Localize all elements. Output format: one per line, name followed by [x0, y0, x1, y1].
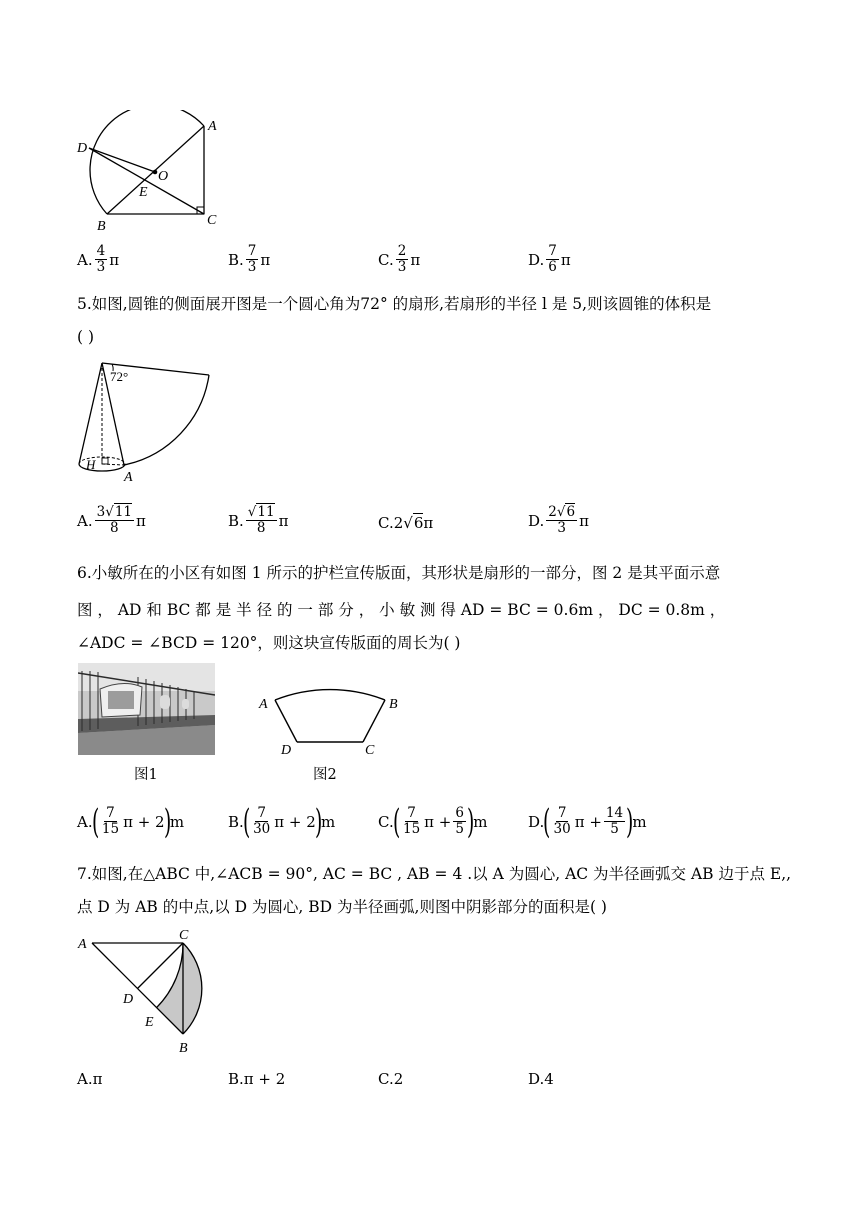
q7-label-a: A — [78, 937, 87, 952]
q6-segment-ad — [275, 700, 297, 742]
q5-figure — [75, 355, 220, 485]
q6-label-d: D — [281, 743, 292, 758]
q7-label-e: E — [145, 1015, 154, 1030]
q7-label-c: C — [179, 928, 189, 943]
q4-label-a: A — [208, 119, 217, 134]
q7-label-d: D — [123, 992, 134, 1007]
q6-text-line2: 图 ， AD 和 BC 都 是 半 径 的 一 部 分 ， 小 敏 测 得 AD = BC = 0.6m ， DC = 0.8m ， — [77, 601, 726, 619]
q5-label-angle: 72° — [110, 369, 129, 384]
q6-option-d: D. ( $\frac{7}{30}$ π + $\frac{14}{5}$ ) m — [528, 801, 647, 842]
q7-option-d: D. 4 — [528, 1070, 554, 1088]
q4-center-o — [153, 170, 158, 175]
q6-option-a: A. ( $\frac{7}{15}$ π + 2 ) m — [77, 801, 185, 842]
q6-option-c: C. ( $\frac{7}{15}$ π + $\frac{6}{5}$ ) m — [378, 801, 488, 842]
q6-text-line1: 6.小敏所在的小区有如图 1 所示的护栏宣传版面，其形状是扇形的一部分，图 2 是其平面示意 — [77, 564, 721, 582]
q5-cone-left-edge — [79, 363, 102, 464]
q4-label-b: B — [97, 219, 106, 234]
q4-figure — [75, 110, 235, 235]
q4-option-a: A. $\frac{4}{3}$ π — [77, 243, 120, 275]
q5-label-h: H — [86, 457, 96, 472]
q7-label-b: B — [179, 1041, 188, 1056]
q4-option-d: D. $\frac{7}{6}$ π — [528, 243, 571, 275]
q6-label-a: A — [259, 697, 268, 712]
q5-option-a: A. $\frac{3√11}{8}$ π — [77, 504, 146, 536]
q5-sector-arc — [124, 375, 209, 465]
q4-segment-do — [89, 148, 155, 172]
q5-right-angle-mark — [102, 458, 108, 464]
q5-text-line2: ( ) — [77, 328, 95, 346]
q4-label-c: C — [207, 213, 217, 228]
q7-shaded-region — [157, 943, 202, 1034]
q6-fig2-caption: 图2 — [313, 767, 337, 783]
q5-label-a: A — [124, 470, 133, 485]
q6-figure2 — [255, 680, 415, 760]
q5-option-c: C. 2 √ 6 π — [378, 513, 434, 532]
q6-text-line3: ∠ADC = ∠BCD = 120°，则这块宣传版面的周长为( ) — [77, 634, 461, 652]
q7-option-a: A. π — [77, 1070, 103, 1088]
q6-label-b: B — [389, 697, 398, 712]
q4-label-d: D — [77, 141, 88, 156]
q4-segment-dc — [89, 148, 204, 214]
q4-option-b: B. $\frac{7}{3}$ π — [228, 243, 271, 275]
q4-option-c: C. $\frac{2}{3}$ π — [378, 243, 421, 275]
q5-text-line1: 5.如图,圆锥的侧面展开图是一个圆心角为72° 的扇形,若扇形的半径 l 是 5,则该圆锥的体积是 — [77, 295, 712, 313]
q6-fig1-caption: 图1 — [134, 767, 158, 783]
q7-option-b: B. π + 2 — [228, 1070, 286, 1088]
q5-option-b: B. $\frac{√11}{8}$ π — [228, 504, 289, 536]
q7-option-c: C. 2 — [378, 1070, 404, 1088]
q6-label-c: C — [365, 743, 375, 758]
q7-text-line1: 7.如图,在△ABC 中,∠ACB = 90°, AC = BC , AB = 4 .以 A 为圆心, AC 为半径画弧交 AB 边于点 E,, — [77, 865, 792, 883]
q5-option-d: D. $\frac{2√6}{3}$ π — [528, 504, 589, 536]
q6-segment-cb — [363, 700, 385, 742]
q6-arc-ab — [275, 690, 385, 700]
q7-figure — [75, 925, 225, 1065]
q4-label-e: E — [139, 185, 148, 200]
q6-photo-fence — [78, 663, 215, 755]
q6-option-b: B. ( $\frac{7}{30}$ π + 2 ) m — [228, 801, 336, 842]
q4-label-o: O — [158, 169, 169, 184]
q7-text-line2: 点 D 为 AB 的中点,以 D 为圆心, BD 为半径画弧,则图中阴影部分的面积是( ) — [77, 898, 607, 916]
